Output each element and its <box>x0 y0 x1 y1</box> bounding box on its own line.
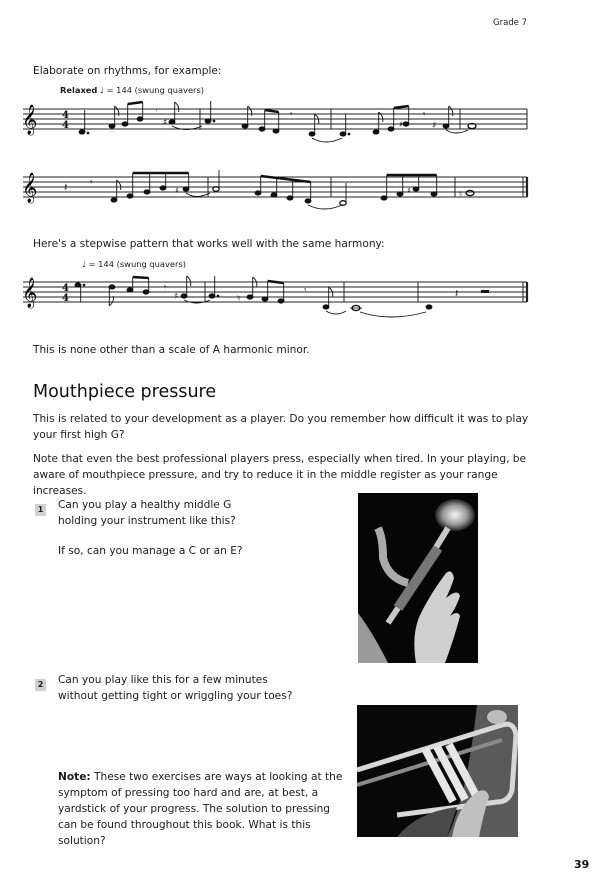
svg-text:𝄾: 𝄾 <box>155 106 158 116</box>
tempo-value: = 144 (swung quavers) <box>106 85 205 95</box>
staff-lines <box>23 282 527 302</box>
exercise-1 <box>35 497 46 516</box>
svg-text:4: 4 <box>62 283 69 294</box>
exercise-2-text <box>58 672 292 704</box>
exercise-1-line-1: Can you play a healthy middle G <box>58 499 232 511</box>
svg-text:𝄾: 𝄾 <box>90 178 93 188</box>
time-signature <box>62 283 69 304</box>
exercise-2-line-1: Can you play like this for a few minutes <box>58 674 268 686</box>
trumpet-upright-photo <box>358 493 478 663</box>
exercise-2 <box>35 672 46 691</box>
section-paragraph-1: This is related to your development as a player. Do you remember how difficult it was to play your first high G? <box>33 413 529 441</box>
note-text: These two exercises are ways at looking at the symptom of pressing too hard and are, at best, a yardstick of your progress. The solution to pressing can be found throughout this book. What is this solution? <box>58 771 343 847</box>
tempo-note-icon: ♩ <box>100 85 104 95</box>
tempo-word: Relaxed <box>60 85 98 95</box>
grade-label: Grade 7 <box>493 18 528 28</box>
svg-text:♯: ♯ <box>407 186 411 195</box>
svg-text:♯: ♯ <box>175 186 179 195</box>
exercise-1-text <box>58 497 243 559</box>
svg-text:4: 4 <box>62 110 69 121</box>
treble-clef-icon: 𝄞 <box>22 105 38 135</box>
svg-text:♯: ♯ <box>163 118 168 128</box>
svg-text:♮: ♮ <box>237 294 241 304</box>
note-label: Note: <box>58 771 91 783</box>
exercise-number-badge: 1 <box>35 504 46 516</box>
svg-text:♯: ♯ <box>432 121 437 131</box>
exercise-number-badge: 2 <box>35 679 46 691</box>
svg-text:♯: ♯ <box>174 292 179 302</box>
svg-text:𝄽: 𝄽 <box>455 287 459 300</box>
svg-text:𝄾: 𝄾 <box>290 110 293 120</box>
stepwise-text: Here's a stepwise pattern that works well with the same harmony: <box>33 238 385 250</box>
intro-text: Elaborate on rhythms, for example: <box>33 65 222 77</box>
photo-illustration <box>358 493 478 663</box>
exercise-1-line-2: holding your instrument like this? <box>58 515 236 527</box>
svg-text:4: 4 <box>62 293 69 304</box>
svg-text:♯: ♯ <box>399 120 403 129</box>
section-title: Mouthpiece pressure <box>33 382 217 402</box>
tempo-note-icon: ♩ <box>82 259 86 269</box>
treble-clef-icon: 𝄞 <box>22 173 38 203</box>
trumpet-valves-photo <box>357 705 518 837</box>
page-number: 39 <box>574 858 590 871</box>
note-paragraph <box>58 769 343 849</box>
svg-text:𝄽: 𝄽 <box>64 181 68 194</box>
svg-text:𝄾: 𝄾 <box>164 283 167 293</box>
svg-text:♮: ♮ <box>459 190 463 200</box>
tempo-value: = 144 (swung quavers) <box>88 259 186 269</box>
exercise-1-line-3: If so, can you manage a C or an E? <box>58 545 243 557</box>
svg-text:𝄾: 𝄾 <box>423 110 426 120</box>
svg-text:𝄾: 𝄾 <box>304 286 307 296</box>
exercise-2-line-2: without getting tight or wriggling your toes? <box>58 690 293 702</box>
treble-clef-icon: 𝄞 <box>22 278 38 308</box>
section-paragraph-2: Note that even the best professional players press, especially when tired. In your playing, be aware of mouthpiece pressure, and try to reduce it in the middle register as your range increases. <box>33 453 527 497</box>
photo-illustration <box>357 705 518 837</box>
svg-text:4: 4 <box>62 120 69 131</box>
scale-text: This is none other than a scale of A harmonic minor. <box>33 344 310 356</box>
